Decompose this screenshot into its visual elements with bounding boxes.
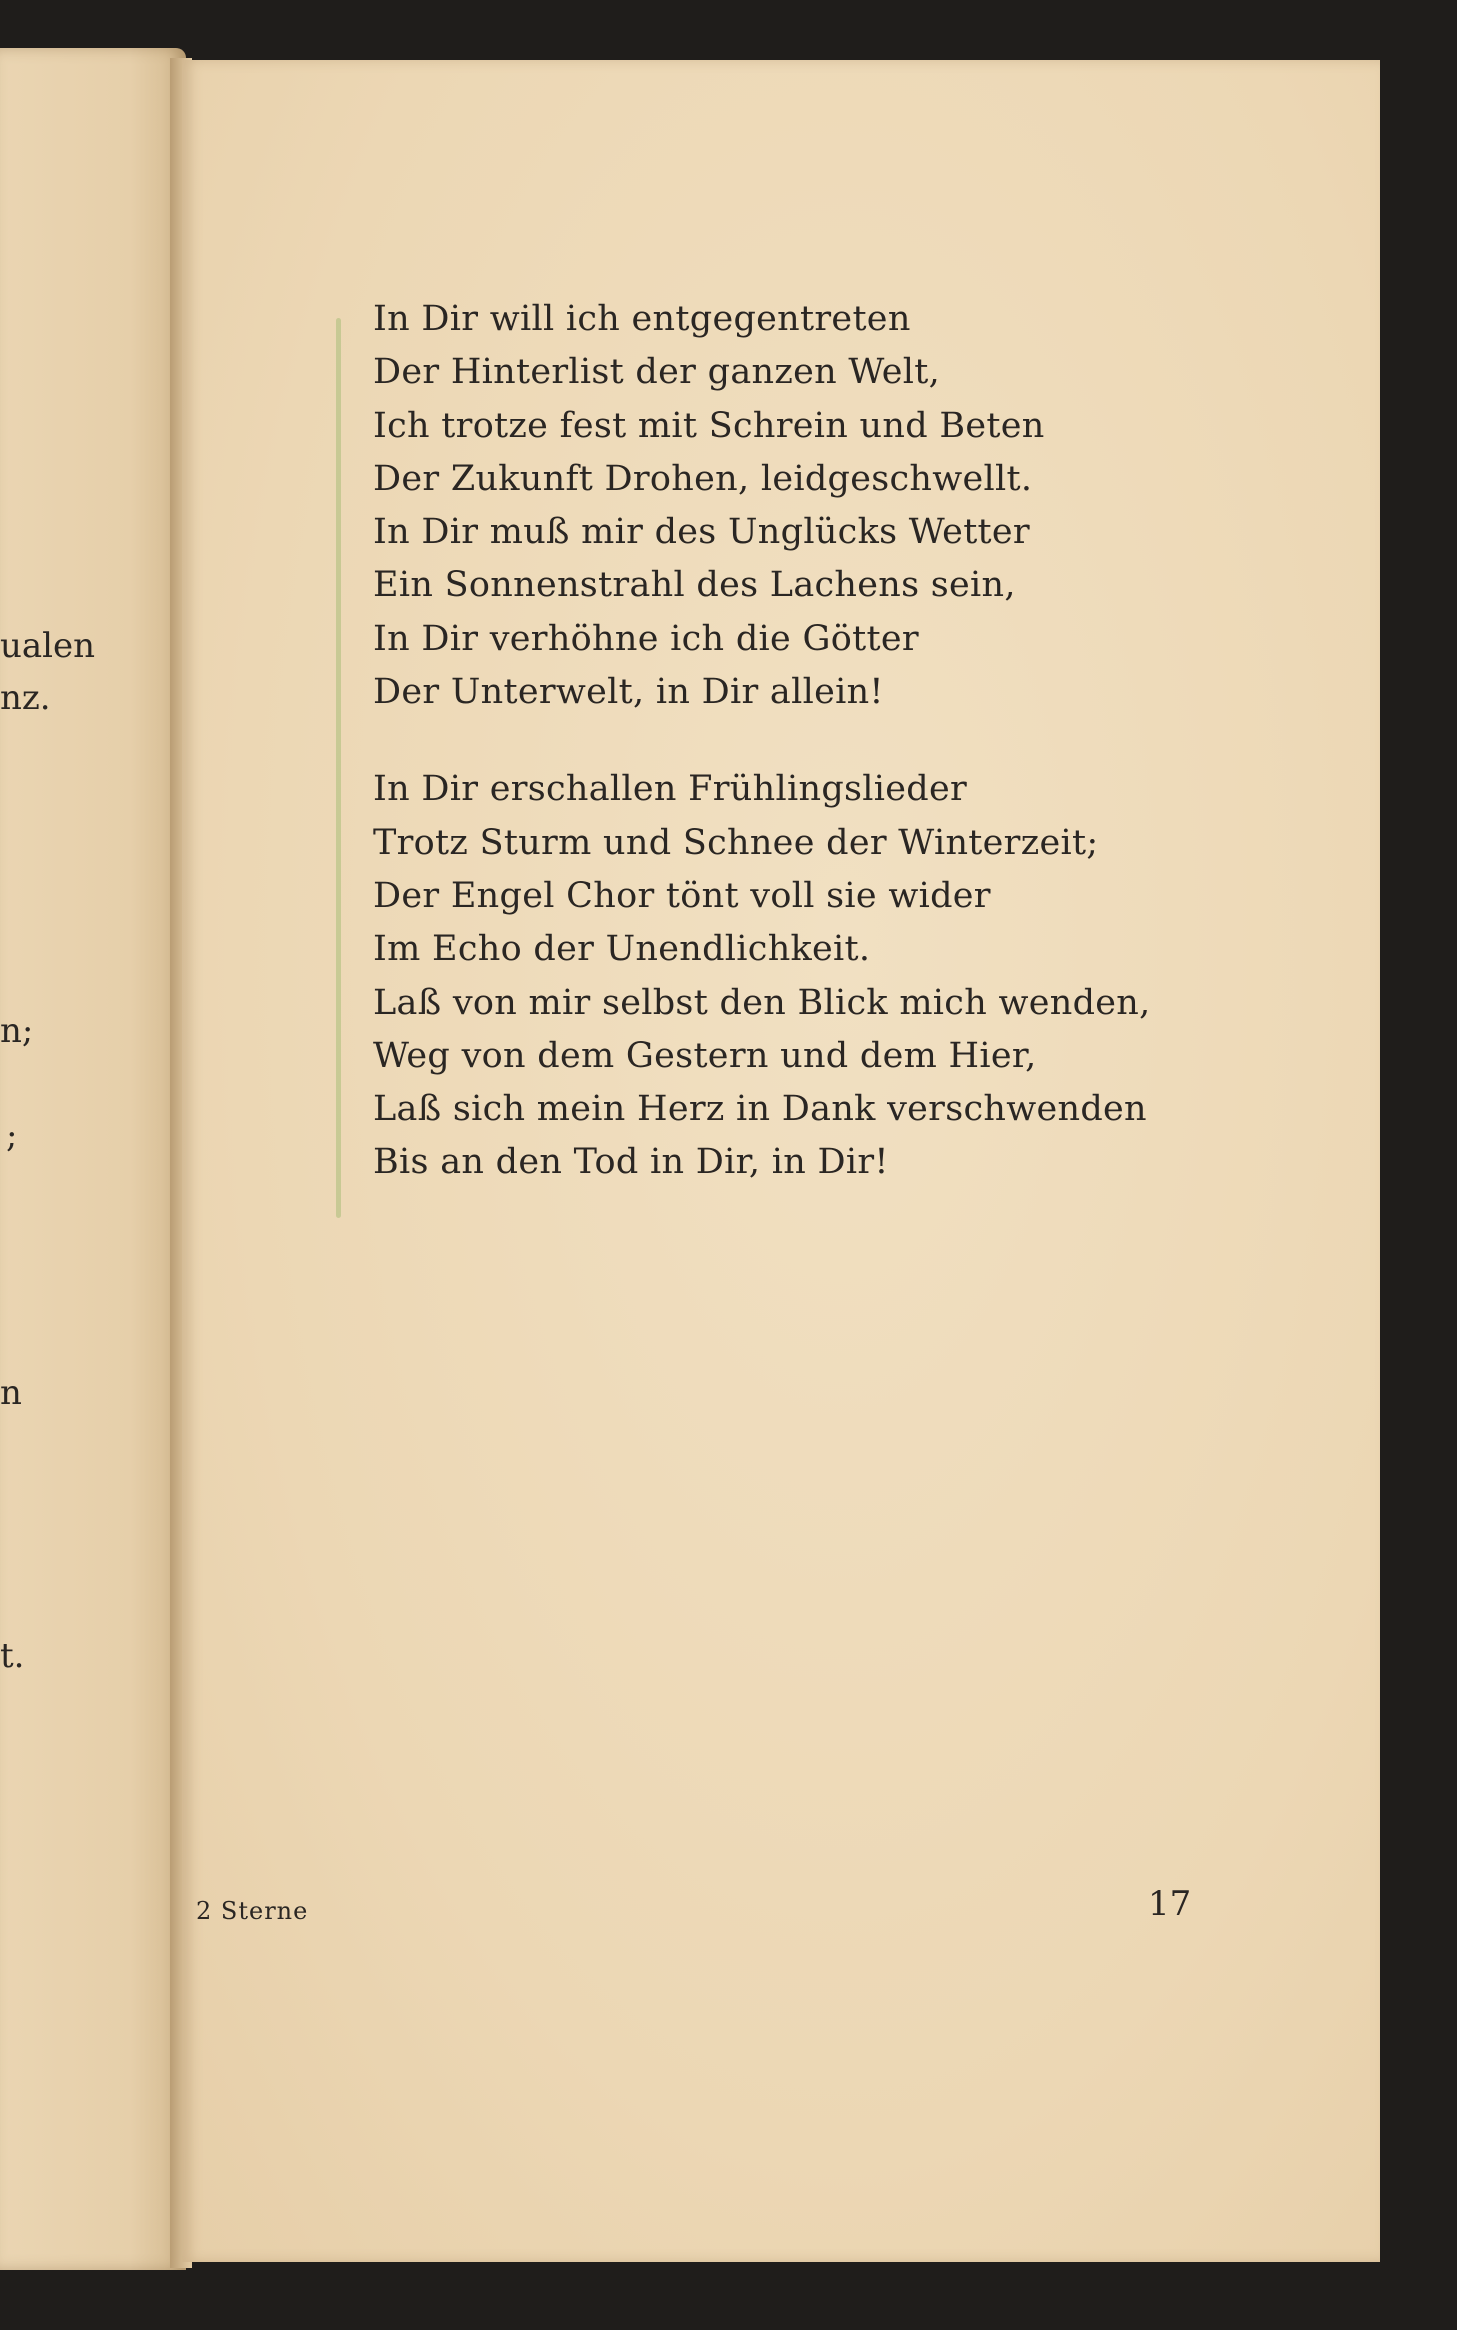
poem-line: Im Echo der Unendlichkeit. [373, 929, 871, 970]
printer-signature: 2 Sterne [196, 1897, 309, 1925]
pencil-margin-mark [336, 318, 341, 1218]
poem [373, 293, 1273, 1234]
poem-line: Laß von mir selbst den Blick mich wenden, [373, 982, 1151, 1023]
stanza-1 [373, 293, 1273, 719]
left-page-fragment: t. [0, 1636, 25, 1676]
left-page-fragment: n; [0, 1011, 34, 1051]
left-page [0, 48, 186, 2270]
left-page-fragment: nz. [0, 678, 51, 718]
left-page-fragment: n [0, 1373, 22, 1413]
poem-line: In Dir verhöhne ich die Götter [373, 618, 919, 659]
poem-line: Ein Sonnenstrahl des Lachens sein, [373, 565, 1016, 606]
stanza-2 [373, 763, 1273, 1189]
left-page-fragment: ualen [0, 626, 96, 666]
poem-line: Der Engel Chor tönt voll sie wider [373, 875, 991, 916]
left-page-fragment: ; [6, 1116, 18, 1156]
poem-line: Laß sich mein Herz in Dank verschwenden [373, 1089, 1147, 1130]
poem-line: Ich trotze fest mit Schrein und Beten [373, 405, 1045, 446]
poem-line: In Dir muß mir des Unglücks Wetter [373, 512, 1030, 553]
poem-line: Der Zukunft Drohen, leidgeschwellt. [373, 458, 1033, 499]
poem-line: Der Hinterlist der ganzen Welt, [373, 352, 941, 393]
poem-line: Trotz Sturm und Schnee der Winterzeit; [373, 822, 1099, 863]
poem-line: Bis an den Tod in Dir, in Dir! [373, 1142, 889, 1183]
poem-line: In Dir erschallen Frühlingslieder [373, 769, 968, 810]
page-number: 17 [1148, 1884, 1192, 1924]
poem-line: Weg von dem Gestern und dem Hier, [373, 1035, 1037, 1076]
poem-line: Der Unterwelt, in Dir allein! [373, 672, 884, 713]
poem-line: In Dir will ich entgegentreten [373, 299, 911, 339]
